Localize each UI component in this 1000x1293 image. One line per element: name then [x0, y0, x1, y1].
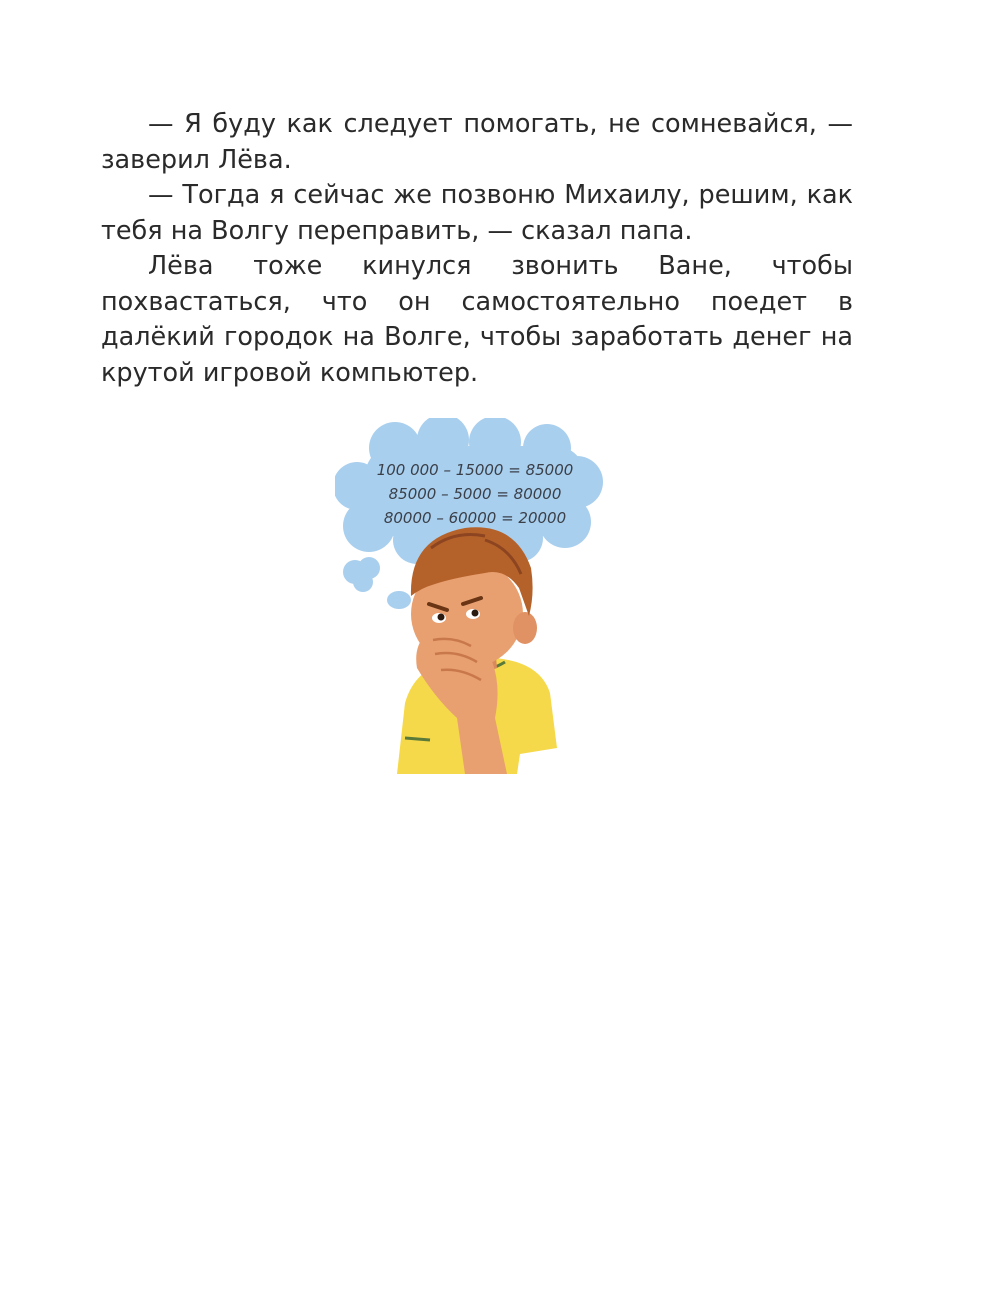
- paragraph-2: — Тогда я сейчас же позвоню Михаилу, решим, как тебя на Волгу переправить, — сказал папа.: [101, 180, 853, 246]
- paragraph-3: Лёва тоже кинулся звонить Ване, чтобы похвастаться, что он самостоятельно поедет в далёкий городок на Волге, чтобы заработать денег на крутой игровой компьютер.: [101, 251, 853, 388]
- paragraph-1: — Я буду как следует помогать, не сомневайся, — заверил Лёва.: [101, 109, 853, 175]
- thought-line-1: 100 000 – 15000 = 85000: [376, 461, 574, 479]
- boy-thinking-illustration: [335, 418, 610, 774]
- story-text: [101, 107, 853, 391]
- thought-line-2: 85000 – 5000 = 80000: [388, 485, 562, 503]
- thought-line-3: 80000 – 60000 = 20000: [383, 509, 567, 527]
- boy-figure: [397, 527, 557, 774]
